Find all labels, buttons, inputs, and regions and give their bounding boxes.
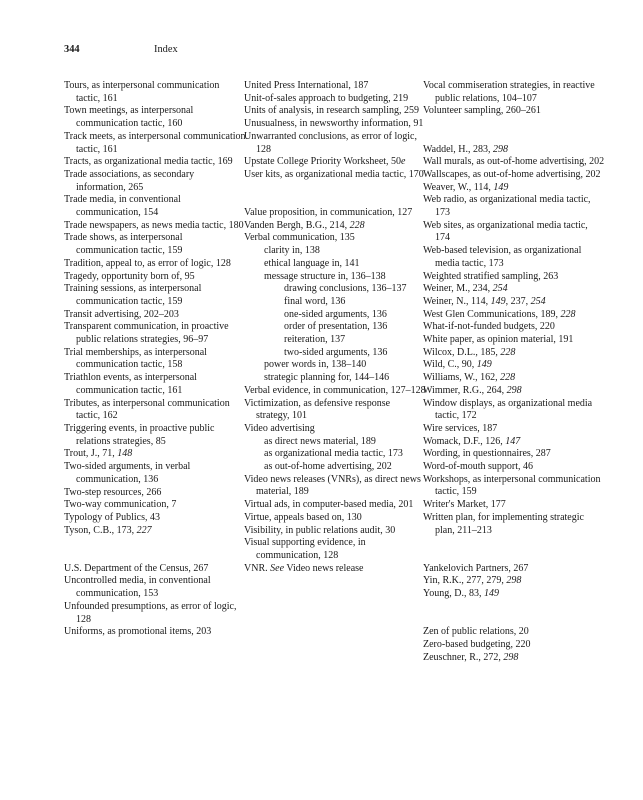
index-subentry: ethical language in, 141 (264, 257, 360, 269)
index-entry: U.S. Department of the Census, 267 (64, 562, 209, 574)
index-entry: Zero-based budgeting, 220 (423, 638, 531, 650)
index-entry: Tradition, appeal to, as error of logic, 128 (64, 257, 231, 269)
index-entry: Unusualness, in newsworthy information, 91 (244, 118, 424, 130)
letter-section-gap (64, 537, 246, 562)
index-entry: Trade newspapers, as news media tactic, 180 (64, 219, 244, 231)
index-entry: User kits, as organizational media tactic, 170 (244, 168, 424, 180)
index-entry: Training sessions, as interpersonal communication tactic, 159 (64, 283, 202, 307)
letter-section-gap (423, 601, 605, 626)
index-entry: Wimmer, R.G., 264, 298 (423, 384, 522, 396)
index-entry: Video advertising (244, 422, 315, 434)
index-entry: Unfounded presumptions, as error of logic, 128 (64, 600, 237, 625)
index-entry: Weighted stratified sampling, 263 (423, 270, 559, 282)
index-subentry: power words in, 138–140 (264, 359, 367, 371)
index-entry: Trial memberships, as interpersonal communication tactic, 158 (64, 346, 207, 371)
index-column-left (64, 80, 246, 639)
index-entry: Zen of public relations, 20 (423, 626, 529, 638)
running-title: Index (154, 44, 178, 55)
index-entry: Volunteer sampling, 260–261 (423, 105, 541, 117)
index-entry: Trade media, in conventional communication, 154 (64, 194, 181, 219)
index-subentry: as out-of-home advertising, 202 (264, 461, 392, 473)
index-entry: White paper, as opinion material, 191 (423, 334, 574, 346)
index-entry: Yin, R.K., 277, 279, 298 (423, 575, 522, 587)
index-entry: Vanden Bergh, B.G., 214, 228 (244, 219, 365, 231)
index-entry: Trade associations, as secondary information, 265 (64, 168, 195, 193)
index-entry: Web-based television, as organizational media tactic, 173 (423, 245, 582, 269)
index-subentry: as organizational media tactic, 173 (264, 448, 403, 460)
index-entry: Units of analysis, in research sampling, 259 (244, 105, 419, 117)
index-entry: Wording, in questionnaires, 287 (423, 448, 551, 460)
index-entry: Writer's Market, 177 (423, 499, 506, 511)
index-entry: Upstate College Priority Worksheet, 50e (244, 156, 406, 168)
index-entry: Web sites, as organizational media tactic, 174 (423, 219, 588, 244)
running-header (64, 44, 178, 56)
index-entry: Womack, D.F., 126, 147 (423, 435, 521, 447)
index-subentry: message structure in, 136–138 (264, 270, 386, 282)
index-entry: Tyson, C.B., 173, 227 (64, 524, 152, 536)
page-number: 344 (64, 44, 80, 55)
index-entry: Track meets, as interpersonal communication tactic, 161 (64, 130, 246, 155)
index-subentry: final word, 136 (284, 295, 346, 307)
index-entry: Tours, as interpersonal communication tactic, 161 (64, 80, 220, 104)
letter-section-gap (423, 537, 605, 562)
index-entry: Two-sided arguments, in verbal communication, 136 (64, 461, 191, 485)
index-entry: Town meetings, as interpersonal communication tactic, 160 (64, 105, 194, 130)
index-entry: Unit-of-sales approach to budgeting, 219 (244, 92, 409, 104)
letter-section-gap (423, 118, 605, 143)
index-entry: Triggering events, in proactive public relations strategies, 85 (64, 422, 215, 447)
index-entry: Virtual ads, in computer-based media, 201 (244, 499, 414, 511)
index-entry: Zeuschner, R., 272, 298 (423, 651, 519, 663)
index-subentry: reiteration, 137 (284, 334, 346, 346)
index-entry: Value proposition, in communication, 127 (244, 207, 413, 219)
index-entry: Tragedy, opportunity born of, 95 (64, 270, 195, 282)
index-entry: Trout, J., 71, 148 (64, 448, 133, 460)
index-entry: Two-way communication, 7 (64, 499, 177, 511)
index-entry: Unwarranted conclusions, as error of logic, 128 (244, 130, 417, 155)
index-entry: VNR. See Video news release (244, 562, 364, 574)
index-entry: Virtue, appeals based on, 130 (244, 511, 362, 523)
index-entry: Yankelovich Partners, 267 (423, 562, 529, 574)
index-entry: Typology of Publics, 43 (64, 511, 160, 523)
index-entry: Verbal communication, 135 (244, 232, 355, 244)
index-entry: Word-of-mouth support, 46 (423, 461, 534, 473)
index-entry: Visibility, in public relations audit, 30 (244, 524, 396, 536)
letter-section-gap (244, 182, 426, 207)
index-column-right (423, 80, 605, 664)
index-subentry: one-sided arguments, 136 (284, 308, 387, 320)
index-entry: Visual supporting evidence, in communication, 128 (244, 537, 366, 561)
index-entry: Young, D., 83, 149 (423, 588, 499, 600)
index-entry: Vocal commiseration strategies, in reactive public relations, 104–107 (423, 80, 595, 104)
index-subentry: strategic planning for, 144–146 (264, 372, 390, 384)
index-entry: Weiner, N., 114, 149, 237, 254 (423, 295, 546, 307)
index-column-middle (244, 80, 426, 575)
index-entry: West Glen Communications, 189, 228 (423, 308, 576, 320)
index-entry: Video news releases (VNRs), as direct news material, 189 (244, 473, 421, 498)
index-entry: Waddel, H., 283, 298 (423, 143, 509, 155)
index-entry: Weaver, W., 114, 149 (423, 181, 509, 193)
index-entry: Wall murals, as out-of-home advertising, 202 (423, 156, 605, 168)
index-entry: Trade shows, as interpersonal communication tactic, 159 (64, 232, 183, 257)
index-entry: Tributes, as interpersonal communication tactic, 162 (64, 397, 230, 422)
index-entry: Uncontrolled media, in conventional communication, 153 (64, 575, 211, 600)
index-entry: Two-step resources, 266 (64, 486, 162, 498)
index-subentry: two-sided arguments, 136 (284, 346, 388, 358)
index-entry: Verbal evidence, in communication, 127–128 (244, 384, 426, 396)
index-entry: Written plan, for implementing strategic plan, 211–213 (423, 511, 584, 536)
index-entry: Williams, W., 162, 228 (423, 372, 516, 384)
index-entry: What-if-not-funded budgets, 220 (423, 321, 555, 333)
index-entry: Wilcox, D.L., 185, 228 (423, 346, 516, 358)
index-entry: Uniforms, as promotional items, 203 (64, 626, 212, 638)
index-entry: Triathlon events, as interpersonal communication tactic, 161 (64, 372, 197, 396)
index-entry: Wallscapes, as out-of-home advertising, 202 (423, 168, 601, 180)
index-entry: Transparent communication, in proactive public relations strategies, 96–97 (64, 321, 229, 346)
index-entry: Weiner, M., 234, 254 (423, 283, 508, 295)
index-entry: Victimization, as defensive response strategy, 101 (244, 397, 391, 422)
index-entry: Wire services, 187 (423, 422, 498, 434)
index-subentry: drawing conclusions, 136–137 (284, 283, 407, 295)
index-entry: Tracts, as organizational media tactic, 169 (64, 156, 233, 168)
index-entry: Transit advertising, 202–203 (64, 308, 179, 320)
index-entry: Wild, C., 90, 149 (423, 359, 492, 371)
index-entry: Workshops, as interpersonal communication tactic, 159 (423, 473, 601, 498)
index-subentry: clarity in, 138 (264, 245, 320, 257)
index-entry: Web radio, as organizational media tactic, 173 (423, 194, 591, 219)
index-entry: United Press International, 187 (244, 80, 369, 91)
index-subentry: order of presentation, 136 (284, 321, 388, 333)
index-subentry: as direct news material, 189 (264, 435, 376, 447)
index-entry: Window displays, as organizational media tactic, 172 (423, 397, 593, 422)
